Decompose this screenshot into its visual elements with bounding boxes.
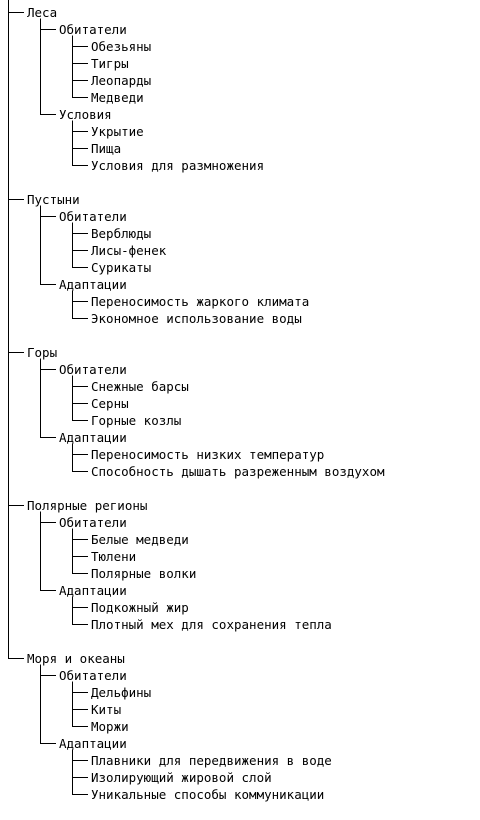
category-label: Обитатели	[59, 21, 127, 37]
item-label: Лисы-фенек	[91, 242, 167, 258]
item-label: Изолирующий жировой слой	[91, 769, 272, 785]
category-label: Обитатели	[59, 361, 127, 377]
item-label: Условия для размножения	[91, 157, 265, 173]
category-label: Адаптации	[59, 276, 127, 292]
category-label: Обитатели	[59, 514, 127, 530]
item-label: Горные козлы	[91, 412, 182, 428]
item-label: Моржи	[91, 718, 129, 734]
biome-label: Пустыни	[27, 191, 80, 207]
item-label: Полярные волки	[91, 565, 197, 581]
item-label: Переносимость низких температур	[91, 446, 325, 462]
item-label: Способность дышать разреженным воздухом	[91, 463, 385, 479]
item-label: Обезьяны	[91, 38, 152, 54]
item-label: Серны	[91, 395, 129, 411]
item-label: Тигры	[91, 55, 129, 71]
item-label: Плавники для передвижения в воде	[91, 752, 332, 768]
item-label: Медведи	[91, 89, 144, 105]
category-label: Обитатели	[59, 667, 127, 683]
item-label: Переносимость жаркого климата	[91, 293, 310, 309]
category-label: Обитатели	[59, 208, 127, 224]
item-label: Подкожный жир	[91, 599, 189, 615]
item-label: Сурикаты	[91, 259, 152, 275]
item-label: Снежные барсы	[91, 378, 189, 394]
item-label: Верблюды	[91, 225, 152, 241]
category-label: Адаптации	[59, 582, 127, 598]
biome-label: Леса	[27, 4, 58, 20]
biome-label: Горы	[27, 344, 58, 360]
biome-label: Моря и океаны	[27, 650, 125, 666]
item-label: Уникальные способы коммуникации	[91, 786, 325, 802]
item-label: Дельфины	[91, 684, 152, 700]
item-label: Белые медведи	[91, 531, 189, 547]
category-label: Условия	[59, 106, 112, 122]
biome-label: Полярные регионы	[27, 497, 148, 513]
category-label: Адаптации	[59, 429, 127, 445]
item-label: Киты	[91, 701, 122, 717]
item-label: Тюлени	[91, 548, 137, 564]
category-label: Адаптации	[59, 735, 127, 751]
item-label: Укрытие	[91, 123, 144, 139]
item-label: Пища	[91, 140, 122, 156]
item-label: Плотный мех для сохранения тепла	[91, 616, 332, 632]
item-label: Экономное использование воды	[91, 310, 302, 326]
item-label: Леопарды	[91, 72, 152, 88]
